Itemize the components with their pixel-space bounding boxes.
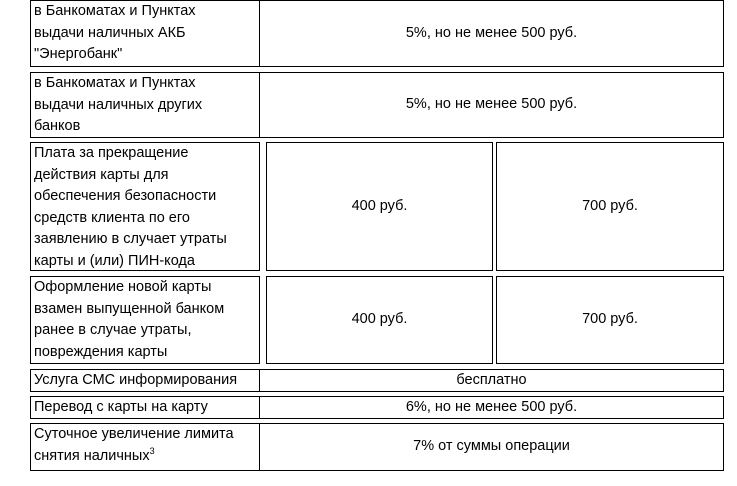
row-value-b: 700 руб. — [496, 276, 724, 364]
row-label: Оформление новой карты взамен выпущенной банком ранее в случае утраты, повреждения карты — [30, 276, 260, 364]
row-label: Плата за прекращение действия карты для обеспечения безопасности средств клиента по его заявлению в случает утраты карты и (или) ПИН-кода — [30, 142, 260, 271]
row-label: Услуга СМС информирования — [30, 369, 260, 392]
row-value: бесплатно — [259, 369, 724, 392]
row-label: в Банкоматах и Пунктах выдачи наличных АКБ "Энергобанк" — [30, 0, 260, 67]
row-label: Перевод с карты на карту — [30, 396, 260, 419]
row-value: 5%, но не менее 500 руб. — [259, 0, 724, 67]
row-value: 7% от суммы операции — [259, 423, 724, 471]
row-value-a: 400 руб. — [266, 142, 493, 271]
row-value: 6%, но не менее 500 руб. — [259, 396, 724, 419]
tariff-table — [30, 0, 724, 471]
row-value-a: 400 руб. — [266, 276, 493, 364]
row-label: Суточное увеличение лимита снятия наличных$^3$ — [30, 423, 260, 471]
row-value: 5%, но не менее 500 руб. — [259, 72, 724, 138]
row-value-b: 700 руб. — [496, 142, 724, 271]
row-label: в Банкоматах и Пунктах выдачи наличных других банков — [30, 72, 260, 138]
footnote-marker: 3 — [149, 445, 155, 456]
